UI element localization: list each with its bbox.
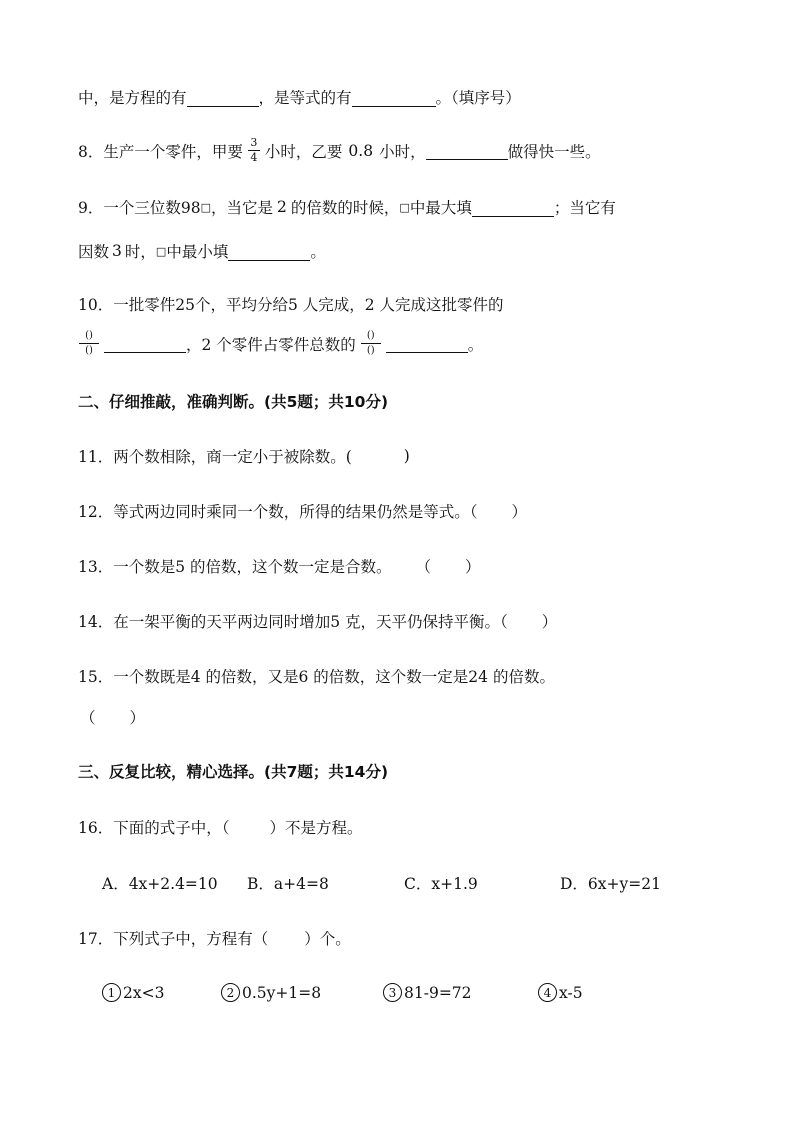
q10-fraction-2-denominator: () (366, 345, 375, 356)
section-2-heading (78, 390, 388, 412)
section-2-title: 二、仔细推敲，准确判断。(共5题；共10分) (78, 393, 389, 411)
q7-blank-equalities[interactable] (352, 88, 436, 107)
q10-number: 10． (78, 296, 114, 314)
q10-line-2 (74, 330, 483, 357)
q16-option-a[interactable]: A．4x+2.4=10 (102, 875, 218, 893)
q15-paren-line (80, 706, 145, 728)
q17-line (78, 927, 351, 949)
q9-blank-max[interactable] (472, 198, 554, 217)
q8-fraction-numerator: 3 (250, 136, 258, 149)
q14-line (78, 610, 557, 632)
q7-text-3: 。（填序号） (435, 89, 521, 107)
q10-fraction-2 (361, 330, 381, 357)
q15-text: 15．一个数既是4 的倍数，又是6 的倍数，这个数一定是24 的倍数。 (78, 668, 555, 686)
q12-close-paren: ） (511, 503, 527, 521)
q15-open-paren: （ (80, 709, 96, 727)
q15-line (78, 665, 555, 687)
q7-blank-equations[interactable] (187, 88, 259, 107)
q13-open-paren: （ (415, 558, 432, 576)
q17-item-4 (538, 983, 583, 1002)
q9-n2: 3 (112, 242, 122, 260)
q10-text-mid: ，2 个零件占零件总数的 (186, 335, 356, 354)
q9-n1: 2 (277, 198, 287, 216)
q7-tail-line (78, 86, 521, 108)
circled-number-1: 1 (102, 983, 121, 1002)
section-3-title: 三、反复比较，精心选择。(共7题；共14分) (78, 763, 389, 781)
q9-box-3: □ (155, 244, 167, 258)
fraction-bar (79, 343, 99, 344)
q8-text-4: 做得快一些。 (507, 142, 601, 161)
q17-item-3 (383, 983, 472, 1002)
circled-number-4: 4 (538, 983, 557, 1002)
q7-text-1: 中，是方程的有 (78, 89, 187, 107)
q9-text-8: 中最小填 (166, 243, 229, 261)
circled-number-2: 2 (221, 983, 240, 1002)
q14-text: 14．在一架平衡的天平两边同时增加5 克，天平仍保持平衡。（ (78, 613, 508, 631)
q17-item-4-expr: x-5 (559, 983, 583, 1002)
q11-text: 11．两个数相除，商一定小于被除数。( (78, 448, 352, 466)
q13-text: 13．一个数是5 的倍数，这个数一定是合数。 (78, 558, 392, 576)
q8-line (78, 137, 601, 164)
q8-fraction-denominator: 4 (250, 151, 258, 164)
q10-fraction-1-denominator: () (85, 345, 93, 356)
q9-text-5: ；当它有 (553, 199, 616, 217)
q8-fraction (248, 137, 260, 164)
q12-text: 12．等式两边同时乘同一个数，所得的结果仍然是等式。（ (78, 503, 478, 521)
q9-blank-min[interactable] (228, 242, 310, 261)
q9-text-3: 的倍数的时候， (290, 199, 400, 217)
q8-value: 0.8 (348, 141, 374, 160)
q16-option-d[interactable]: D．6x+y=21 (560, 875, 661, 893)
q12-line (78, 500, 527, 522)
section-3-heading (78, 760, 388, 782)
q9-text-2: ，当它是 (211, 199, 274, 217)
q17-text-2: ）个。 (304, 930, 351, 948)
q9-line-2 (78, 240, 326, 262)
q9-text-7: 时， (124, 243, 156, 261)
circled-number-3: 3 (383, 983, 402, 1002)
q8-text-2: 小时，乙要 (264, 142, 343, 161)
q9-text-9: 。 (310, 243, 326, 261)
q15-close-paren: ） (129, 709, 146, 727)
q8-number: 8． (78, 142, 104, 161)
q9-text-4: 中最大填 (409, 199, 472, 217)
q8-text-1: 生产一个零件，甲要 (103, 142, 243, 161)
q9-text-1: 一个三位数98 (103, 199, 201, 217)
q9-text-6: 因数 (78, 243, 110, 261)
q16-text-1: 16．下面的式子中，（ (78, 819, 230, 837)
q16-option-c[interactable]: C．x+1.9 (404, 875, 478, 893)
fraction-bar (361, 343, 381, 344)
q10-text-1: 一批零件25个，平均分给5 人完成，2 人完成这批零件的 (113, 296, 504, 314)
q7-text-2: ，是等式的有 (258, 89, 352, 107)
q17-item-1 (102, 983, 164, 1002)
q10-blank-2[interactable] (386, 334, 468, 353)
q10-fraction-2-numerator: () (366, 330, 375, 341)
q16-text-2: ）不是方程。 (269, 819, 363, 837)
q10-line-1 (78, 293, 504, 315)
q16-line (78, 816, 363, 838)
q9-number: 9． (78, 199, 104, 217)
q17-text-1: 17．下列式子中，方程有（ (78, 930, 269, 948)
q8-blank[interactable] (426, 141, 508, 160)
q10-blank-1[interactable] (104, 334, 186, 353)
q17-item-1-expr: 2x<3 (123, 983, 165, 1002)
q13-close-paren: ） (465, 558, 481, 576)
q10-fraction-1 (79, 330, 99, 357)
q17-item-3-expr: 81-9=72 (404, 983, 472, 1002)
q13-line (78, 555, 481, 577)
q17-item-2-expr: 0.5y+1=8 (242, 983, 322, 1002)
q8-text-3: 小时， (379, 142, 426, 161)
q9-box-2: □ (399, 200, 410, 214)
q10-fraction-1-numerator: () (85, 330, 93, 341)
q10-text-end: 。 (467, 335, 484, 354)
q11-line (78, 445, 410, 467)
q9-line-1 (78, 196, 616, 218)
q11-close-paren: ) (403, 447, 410, 465)
q17-item-2 (221, 983, 321, 1002)
q9-box-1: □ (200, 200, 212, 214)
q16-option-b[interactable]: B．a+4=8 (247, 875, 329, 893)
q14-close-paren: ） (541, 613, 558, 631)
